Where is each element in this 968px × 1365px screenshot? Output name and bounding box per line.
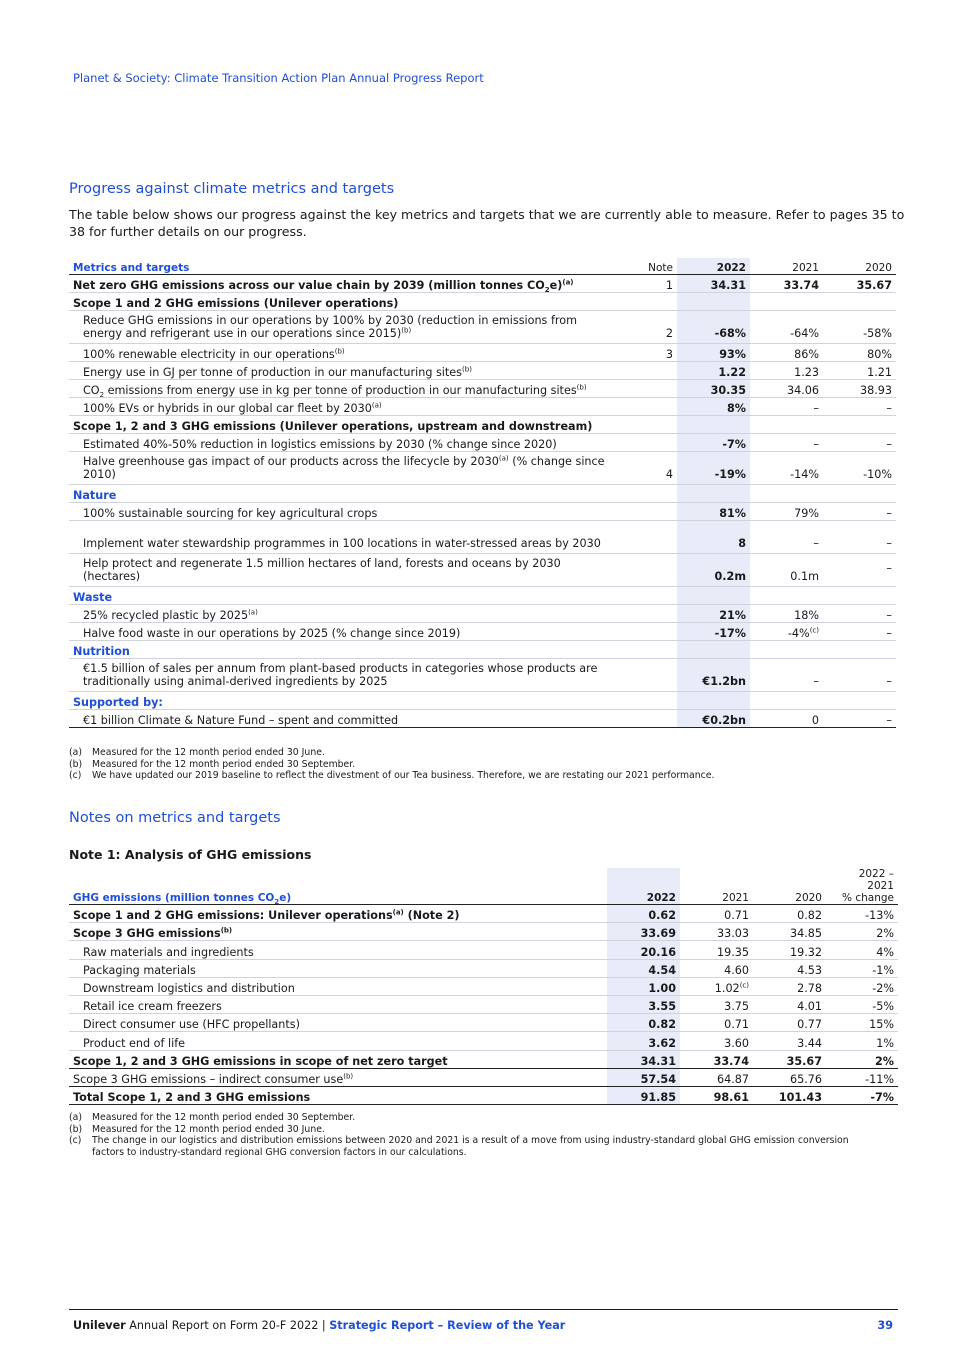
footer-section: Strategic Report – Review of the Year xyxy=(329,1319,566,1332)
value-2022: 34.31 xyxy=(607,1050,680,1068)
footer xyxy=(73,1319,565,1332)
value-2021: – xyxy=(750,397,823,415)
col-2021: 2021 xyxy=(680,868,753,905)
value-2020: 0.77 xyxy=(753,1014,826,1032)
value-2022: 30.35 xyxy=(677,379,750,397)
value-2020: 65.76 xyxy=(753,1068,826,1086)
value-2022: 34.31 xyxy=(677,274,750,292)
category-label: Supported by: xyxy=(69,691,609,709)
value-2021: 86% xyxy=(750,343,823,361)
col-2020: 2020 xyxy=(823,258,896,274)
row-label: €1.5 billion of sales per annum from plant-based products in categories whose products are traditionally using animal-derived ingredients by 2025 xyxy=(69,658,609,691)
note-1-title: Note 1: Analysis of GHG emissions xyxy=(69,847,312,862)
footnote: (a) Measured for the 12 month period ended 30 June. xyxy=(69,747,325,758)
value-change: 15% xyxy=(826,1014,898,1032)
col-2022: 2022 xyxy=(677,258,750,274)
value-2020: – xyxy=(823,604,896,622)
value-2022: -7% xyxy=(677,433,750,451)
col-change: 2022 – 2021 % change xyxy=(826,868,898,905)
footnote: (b) Measured for the 12 month period ended 30 September. xyxy=(69,758,356,770)
value-2020: – xyxy=(823,397,896,415)
value-2021: -4%$^{(c)}$ xyxy=(750,622,823,640)
value-change: -2% xyxy=(826,977,898,995)
table-category-row xyxy=(69,691,896,709)
footer-divider xyxy=(69,1309,898,1310)
table-row xyxy=(69,709,896,727)
value-2022: -17% xyxy=(677,622,750,640)
value-2022: 1.22 xyxy=(677,361,750,379)
value-2021: 3.75 xyxy=(680,995,753,1013)
row-label: 100% EVs or hybrids in our global car fleet by 2030$^{(a)}$ xyxy=(69,397,609,415)
value-2021: 1.02$^{(c)}$ xyxy=(680,977,753,995)
value-2021: 0 xyxy=(750,709,823,727)
category-label: Nature xyxy=(69,484,609,502)
row-label: Direct consumer use (HFC propellants) xyxy=(69,1014,607,1032)
value-2022: 1.00 xyxy=(607,977,680,995)
row-label: Net zero GHG emissions across our value chain by 2039 (million tonnes $CO_2e)^{(a)}$ xyxy=(69,274,609,292)
value-2021: 33.74 xyxy=(680,1050,753,1068)
value-2022: -19% xyxy=(677,451,750,484)
col-metrics: Metrics and targets xyxy=(69,258,609,274)
value-2021: 18% xyxy=(750,604,823,622)
value-2020: -58% xyxy=(823,310,896,343)
value-2021: 33.03 xyxy=(680,923,753,941)
row-label: Implement water stewardship programmes in 100 locations in water-stressed areas by 2030 xyxy=(69,520,609,553)
table-subheading-row xyxy=(69,415,896,433)
value-2020: 4.01 xyxy=(753,995,826,1013)
footer-doc-title: Annual Report on Form 20-F 2022 | xyxy=(125,1319,330,1332)
value-2021: 0.71 xyxy=(680,905,753,923)
value-change: -7% xyxy=(826,1086,898,1104)
value-2020: – xyxy=(823,658,896,691)
row-label: Estimated 40%-50% reduction in logistics emissions by 2030 (% change since 2020) xyxy=(69,433,609,451)
value-2020: 1.21 xyxy=(823,361,896,379)
value-2021: 3.60 xyxy=(680,1032,753,1050)
table-row xyxy=(69,553,896,586)
ghg-emissions-table xyxy=(69,868,898,1105)
value-2020: 34.85 xyxy=(753,923,826,941)
value-2021: -14% xyxy=(750,451,823,484)
intro-paragraph: The table below shows our progress against the key metrics and targets that we are currently able to measure. Refer to pages 35 to 38 for further details on our progress. xyxy=(69,207,905,239)
row-label: 100% sustainable sourcing for key agricultural crops xyxy=(69,502,609,520)
row-label: Reduce GHG emissions in our operations by 100% by 2030 (reduction in emissions from energy and refrigerant use in our operations since 2015)$^{(b)}$ xyxy=(69,310,609,343)
footnote: (b) Measured for the 12 month period ended 30 June. xyxy=(69,1123,325,1135)
table-row xyxy=(69,379,896,397)
table-row xyxy=(69,1032,898,1050)
row-label: Raw materials and ingredients xyxy=(69,941,607,959)
value-2022: 91.85 xyxy=(607,1086,680,1104)
row-label: Halve food waste in our operations by 2025 (% change since 2019) xyxy=(69,622,609,640)
table-row xyxy=(69,1014,898,1032)
row-label: Downstream logistics and distribution xyxy=(69,977,607,995)
col-2021: 2021 xyxy=(750,258,823,274)
value-2020: 35.67 xyxy=(823,274,896,292)
value-change: 2% xyxy=(826,1050,898,1068)
table-row xyxy=(69,941,898,959)
value-2022: €0.2bn xyxy=(677,709,750,727)
row-label: 100% renewable electricity in our operations$^{(b)}$ xyxy=(69,343,609,361)
value-2022: €1.2bn xyxy=(677,658,750,691)
footnote: (c) We have updated our 2019 baseline to reflect the divestment of our Tea business. Therefore, we are restating our 2021 performance. xyxy=(69,770,715,781)
value-2021: 0.71 xyxy=(680,1014,753,1032)
table-row xyxy=(69,658,896,691)
table-row xyxy=(69,1068,898,1086)
row-label: €1 billion Climate & Nature Fund – spent and committed xyxy=(69,709,609,727)
value-2020: 2.78 xyxy=(753,977,826,995)
table-category-row xyxy=(69,640,896,658)
value-2020: 4.53 xyxy=(753,959,826,977)
row-label: Retail ice cream freezers xyxy=(69,995,607,1013)
value-2020: – xyxy=(823,502,896,520)
table-row xyxy=(69,604,896,622)
row-note: 1 xyxy=(609,274,677,292)
table-row xyxy=(69,343,896,361)
value-2021: 0.1m xyxy=(750,553,823,586)
value-2020: – xyxy=(823,709,896,727)
value-2022: 8 xyxy=(677,520,750,553)
value-2022: 57.54 xyxy=(607,1068,680,1086)
table-total-row xyxy=(69,1086,898,1104)
value-2022: 4.54 xyxy=(607,959,680,977)
row-note: 3 xyxy=(609,343,677,361)
value-2020: – xyxy=(823,553,896,586)
value-2022: 3.55 xyxy=(607,995,680,1013)
row-note: 4 xyxy=(609,451,677,484)
table-row xyxy=(69,959,898,977)
footnotes-2 xyxy=(69,1112,879,1158)
value-2022: 0.62 xyxy=(607,905,680,923)
table-row xyxy=(69,1050,898,1068)
row-label: Scope 1, 2 and 3 GHG emissions (Unilever operations, upstream and downstream) xyxy=(69,415,609,433)
table-row xyxy=(69,274,896,292)
row-label: Scope 1 and 2 GHG emissions (Unilever operations) xyxy=(69,292,609,310)
value-2020: 19.32 xyxy=(753,941,826,959)
col-note: Note xyxy=(609,258,677,274)
table-row xyxy=(69,977,898,995)
value-2022: 81% xyxy=(677,502,750,520)
footnote: (c) The change in our logistics and distribution emissions between 2020 and 2021 is a result of a move from using industry-standard global GHG emission conversion factors to industry-standard regional GHG conversion factors in our calculations. xyxy=(69,1135,849,1158)
row-label: Help protect and regenerate 1.5 million hectares of land, forests and oceans by 2030 (hectares) xyxy=(69,553,609,586)
category-label: Nutrition xyxy=(69,640,609,658)
value-change: 2% xyxy=(826,923,898,941)
ghg-table-header xyxy=(69,868,898,905)
table-row xyxy=(69,310,896,343)
value-2022: 3.62 xyxy=(607,1032,680,1050)
value-2021: 64.87 xyxy=(680,1068,753,1086)
value-2020: 0.82 xyxy=(753,905,826,923)
table-row xyxy=(69,905,898,923)
table-row xyxy=(69,622,896,640)
row-label: Scope 1, 2 and 3 GHG emissions in scope of net zero target xyxy=(69,1050,607,1068)
value-2020: 3.44 xyxy=(753,1032,826,1050)
row-label: $CO_2$ emissions from energy use in kg per tonne of production in our manufacturing sites$^{(b)}$ xyxy=(69,379,609,397)
row-label: Scope 3 GHG emissions – indirect consumer use$^{(b)}$ xyxy=(69,1068,607,1086)
section-title-notes: Notes on metrics and targets xyxy=(69,810,281,826)
table-subheading-row xyxy=(69,292,896,310)
row-label: Total Scope 1, 2 and 3 GHG emissions xyxy=(69,1086,607,1104)
value-2020: 80% xyxy=(823,343,896,361)
value-change: 4% xyxy=(826,941,898,959)
table-row xyxy=(69,397,896,415)
table-row xyxy=(69,502,896,520)
value-2020: – xyxy=(823,433,896,451)
value-2021: – xyxy=(750,433,823,451)
value-2022: 33.69 xyxy=(607,923,680,941)
value-change: -1% xyxy=(826,959,898,977)
col-2022: 2022 xyxy=(607,868,680,905)
col-ghg-emissions: GHG emissions (million tonnes $CO_2e$) xyxy=(69,868,607,905)
table-category-row xyxy=(69,484,896,502)
value-2022: 0.82 xyxy=(607,1014,680,1032)
value-2021: 1.23 xyxy=(750,361,823,379)
value-2022: 93% xyxy=(677,343,750,361)
value-2021: 4.60 xyxy=(680,959,753,977)
section-title-progress: Progress against climate metrics and targets xyxy=(69,181,395,197)
footnotes-1 xyxy=(69,747,714,782)
value-2020: -10% xyxy=(823,451,896,484)
row-label: Scope 3 GHG emissions$^{(b)}$ xyxy=(69,923,607,941)
value-2022: 0.2m xyxy=(677,553,750,586)
value-2020: 38.93 xyxy=(823,379,896,397)
value-2020: 101.43 xyxy=(753,1086,826,1104)
value-2022: -68% xyxy=(677,310,750,343)
value-2021: 33.74 xyxy=(750,274,823,292)
value-change: 1% xyxy=(826,1032,898,1050)
table-category-row xyxy=(69,586,896,604)
col-2020: 2020 xyxy=(753,868,826,905)
value-2020: – xyxy=(823,622,896,640)
row-label: Product end of life xyxy=(69,1032,607,1050)
value-2020: 35.67 xyxy=(753,1050,826,1068)
value-2021: 98.61 xyxy=(680,1086,753,1104)
table-row xyxy=(69,923,898,941)
value-2021: 79% xyxy=(750,502,823,520)
running-header: Planet & Society: Climate Transition Action Plan Annual Progress Report xyxy=(73,71,484,85)
row-note: 2 xyxy=(609,310,677,343)
row-label: Scope 1 and 2 GHG emissions: Unilever operations$^{(a)}$ (Note 2) xyxy=(69,905,607,923)
value-2022: 8% xyxy=(677,397,750,415)
value-change: -11% xyxy=(826,1068,898,1086)
footnote: (a) Measured for the 12 month period ended 30 September. xyxy=(69,1112,356,1123)
footer-brand: Unilever xyxy=(73,1319,126,1332)
value-change: -5% xyxy=(826,995,898,1013)
value-2021: – xyxy=(750,520,823,553)
page-number: 39 xyxy=(877,1319,893,1332)
value-2022: 21% xyxy=(677,604,750,622)
table-row xyxy=(69,995,898,1013)
value-2021: 19.35 xyxy=(680,941,753,959)
row-label: Packaging materials xyxy=(69,959,607,977)
category-label: Waste xyxy=(69,586,609,604)
table-row xyxy=(69,361,896,379)
value-2021: 34.06 xyxy=(750,379,823,397)
row-label: 25% recycled plastic by 2025$^{(a)}$ xyxy=(69,604,609,622)
value-change: -13% xyxy=(826,905,898,923)
value-2022: 20.16 xyxy=(607,941,680,959)
row-label: Halve greenhouse gas impact of our products across the lifecycle by 2030$^{(a)}$ (% change since 2010) xyxy=(69,451,609,484)
row-label: Energy use in GJ per tonne of production in our manufacturing sites$^{(b)}$ xyxy=(69,361,609,379)
metrics-table-header xyxy=(69,258,896,274)
table-row xyxy=(69,451,896,484)
metrics-table xyxy=(69,258,896,728)
table-row xyxy=(69,520,896,553)
table-row xyxy=(69,433,896,451)
value-2020: – xyxy=(823,520,896,553)
value-2021: -64% xyxy=(750,310,823,343)
value-2021: – xyxy=(750,658,823,691)
